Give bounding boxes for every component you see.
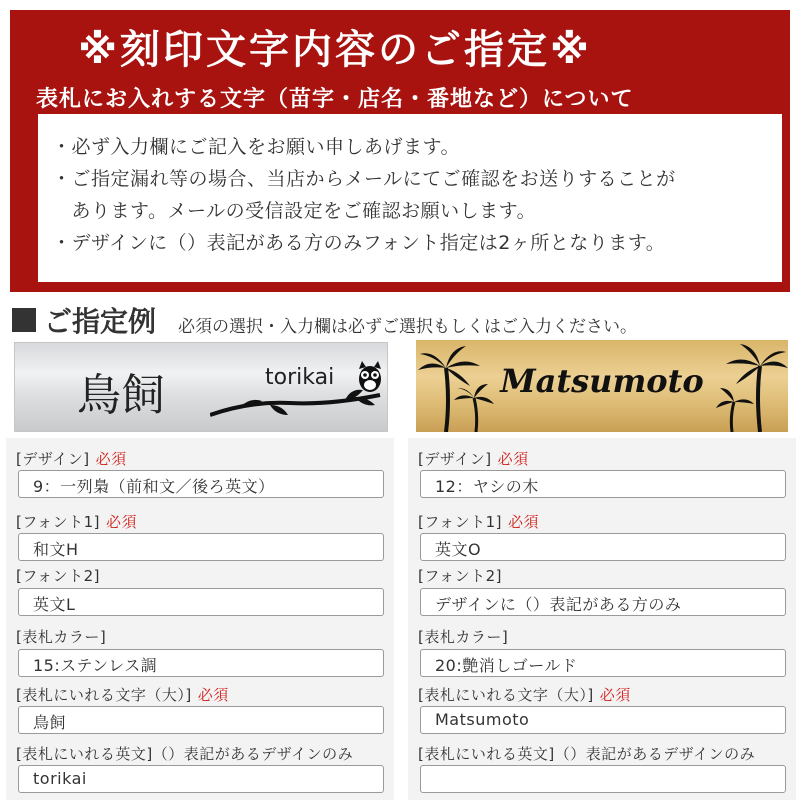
- notice-line: ・デザインに（）表記がある方のみフォント指定は2ヶ所となります。: [52, 232, 666, 254]
- notice-line: あります。メールの受信設定をご確認お願いします。: [52, 200, 537, 222]
- square-bullet-icon: [12, 308, 36, 332]
- plate-script-text: Matsumoto: [500, 362, 704, 400]
- design-select[interactable]: 9：一列梟（前和文／後ろ英文）: [18, 470, 384, 498]
- example-form-left: [6, 438, 394, 800]
- field-label-design: [デザイン] 必須: [16, 450, 127, 468]
- plate-kanji-text: 鳥飼: [77, 370, 165, 421]
- color-select[interactable]: 15:ステンレス調: [18, 649, 384, 677]
- plate-romaji-text: torikai: [265, 365, 335, 390]
- font1-select[interactable]: 英文O: [420, 533, 786, 561]
- field-label-color: [表札カラー]: [418, 628, 509, 646]
- field-label-font2: [フォント2]: [418, 567, 502, 585]
- font2-select[interactable]: デザインに（）表記がある方のみ: [420, 588, 786, 616]
- field-label-color: [表札カラー]: [16, 628, 107, 646]
- font2-select[interactable]: 英文L: [18, 588, 384, 616]
- field-label-font1: [フォント1] 必須: [418, 513, 540, 531]
- font1-select[interactable]: 和文H: [18, 533, 384, 561]
- english-text-input[interactable]: [420, 765, 786, 793]
- nameplate-preview-stainless: [14, 342, 388, 432]
- banner-title: ※刻印文字内容のご指定※: [78, 27, 592, 73]
- notice-line: ・ご指定漏れ等の場合、当店からメールにてご確認をお送りすることが: [52, 168, 676, 190]
- field-label-design: [デザイン] 必須: [418, 450, 529, 468]
- example-header: [12, 300, 792, 340]
- design-select[interactable]: 12：ヤシの木: [420, 470, 786, 498]
- field-label-english-text: [表札にいれる英文]（）表記があるデザインのみ: [16, 745, 354, 763]
- field-label-font2: [フォント2]: [16, 567, 100, 585]
- main-text-input[interactable]: Matsumoto: [420, 706, 786, 734]
- english-text-input[interactable]: torikai: [18, 765, 384, 793]
- field-label-english-text: [表札にいれる英文]（）表記があるデザインのみ: [418, 745, 756, 763]
- banner-subtitle: 表札にお入れする文字（苗字・店名・番地など）について: [36, 87, 634, 112]
- notice-line: ・必ず入力欄にご記入をお願い申しあげます。: [52, 136, 460, 158]
- example-title: ご指定例: [44, 305, 157, 338]
- main-text-input[interactable]: 鳥飼: [18, 706, 384, 734]
- notice-banner: [10, 10, 790, 292]
- field-label-main-text: [表札にいれる文字（大）] 必須: [16, 686, 229, 704]
- field-label-main-text: [表札にいれる文字（大）] 必須: [418, 686, 631, 704]
- notice-box: [38, 114, 782, 282]
- field-label-font1: [フォント1] 必須: [16, 513, 138, 531]
- example-note: 必須の選択・入力欄は必ずご選択もしくはご入力ください。: [178, 317, 637, 337]
- nameplate-preview-gold: [416, 340, 788, 432]
- palm-tree-icon: [716, 340, 788, 432]
- example-form-right: [408, 438, 796, 800]
- color-select[interactable]: 20:艶消しゴールド: [420, 649, 786, 677]
